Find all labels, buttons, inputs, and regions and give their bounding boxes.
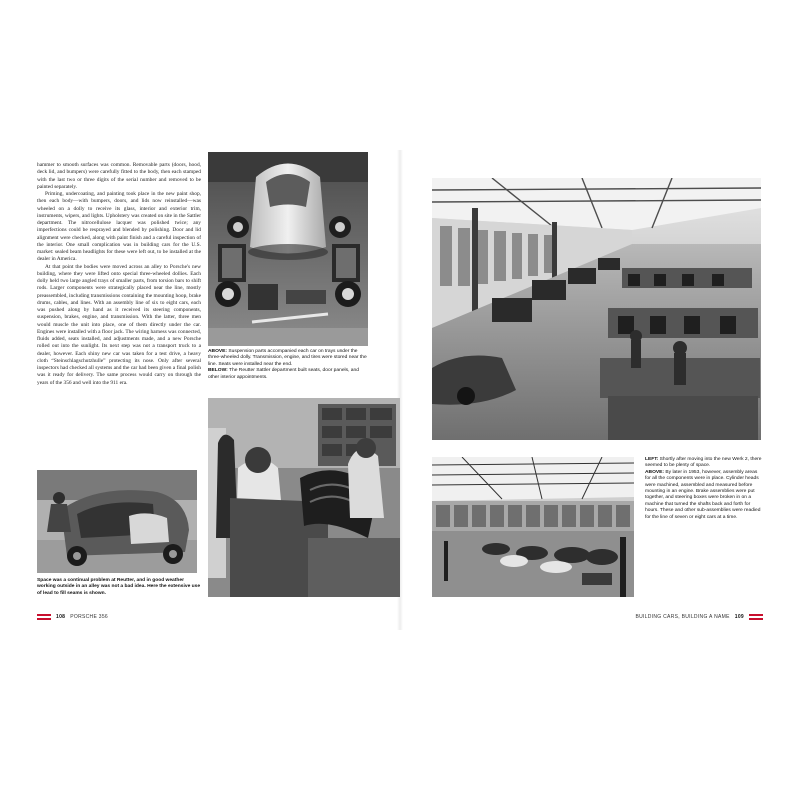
body-paragraph: Priming, undercoating, and painting took place in the new paint shop, then each body—with bumpers, doors, and lids now reinstalled—was wheeled on a dolly to receive its glass, interior and exterior trim, instruments, wipers, and lights. Upholstery was created on site in the Sattler department. The nitrocellulose lacquer was polished twice; any imperfections could be resprayed and blended by polishing. Door and lid alignment were checked, along with paint finish and a careful inspection of the interior. One small complication was in building cars for the U.S. market: sealed beam headlights for these were left out, to be installed at the dealer in America. bbox=[37, 191, 201, 263]
red-stripe-icon bbox=[37, 614, 51, 619]
caption-text-lead: Space was a continual problem at Reutter, and in good weather working outside in an alley was not a bad idea. Here the extensive use of lead to fill seams is shown. bbox=[37, 578, 201, 596]
photo-werk2-empty-hall bbox=[432, 457, 634, 597]
caption-above-below bbox=[208, 349, 370, 381]
caption-label-left: LEFT: bbox=[645, 457, 659, 462]
photo-lead-filling-alley bbox=[37, 470, 197, 573]
running-head-right: BUILDING CARS, BUILDING A NAME bbox=[635, 614, 730, 620]
caption-text-above: Suspension parts accompanied each car on trays under the three-wheeled dolly. Transmission, engine, and tires were stored near the line. Seats were installed near the end. bbox=[208, 349, 367, 367]
caption-text-above-right: By later in 1953, however, assembly areas for all the components were in place. Cylinder heads were machined, assembled and measured before mounting in an engine. Brake assemblies were put together, and steering boxes were broken in on a machine that turned the shafts back and forth for hours. These and other sub-assemblies were readied for the line of seven or eight cars at a time. bbox=[645, 469, 761, 520]
caption-lead-filling bbox=[37, 578, 203, 597]
photo-suspension-parts bbox=[208, 152, 368, 346]
caption-left-above-right bbox=[645, 457, 763, 521]
body-text-column bbox=[37, 162, 201, 462]
body-paragraph: At that point the bodies were moved across an alley to Porsche's new building, where they were lifted onto special three-wheeled dollies. Each dolly held two large angled trays of smaller parts, from torsion bars to shift rods. Larger components were strategically placed near the line, mostly preassembled, including transmissions containing the mounting hoop, brake drums, cables, and lines. With an assembly line of six to eight cars, each was pushed along by hand as it received its steering components, suspension, brakes, engine, and transmission. With the latter, three men would muscle the unit into place, one of them directly under the car. Engines were installed with a floor jack. The wiring harness was connected, fluids added, seats installed, and adjustments made, and a new Porsche rolled out into the sunlight. Its next step was not a transport truck to a dealer, however. Each shiny new car was taken for a test drive, a heavy cloth “Steinschlagschutzhulle” protecting its nose. Only after several inspectors had checked all systems and the car had been given a final polish was it ready for delivery. The same process would carry on through the years of the 356 and well into the 911 era. bbox=[37, 263, 201, 386]
photo-werk2-assembly-hall bbox=[432, 178, 761, 440]
photo-sattler-department bbox=[208, 398, 400, 597]
page-number-left: 108 bbox=[56, 614, 66, 620]
running-head-left: PORSCHE 356 bbox=[70, 614, 109, 620]
caption-text-below: The Reutter Sattler department built seats, door panels, and other interior appointments. bbox=[208, 368, 359, 380]
red-stripe-icon bbox=[749, 614, 763, 619]
caption-label-below: BELOW: bbox=[208, 368, 228, 374]
folio-right bbox=[635, 614, 763, 620]
folio-left bbox=[37, 614, 108, 620]
page-number-right: 109 bbox=[734, 614, 744, 620]
caption-label-above: ABOVE: bbox=[208, 349, 228, 354]
caption-label-above-right: ABOVE: bbox=[645, 469, 665, 475]
body-paragraph: hammer to smooth surfaces was common. Removable parts (doors, hood, deck lid, and bumpers) were carefully fitted to the body, then each stamped with the last two or three digits of the serial number and removed to be painted separately. bbox=[37, 162, 201, 190]
caption-text-left: Shortly after moving into the new Werk 2, there seemed to be plenty of space. bbox=[645, 457, 762, 469]
